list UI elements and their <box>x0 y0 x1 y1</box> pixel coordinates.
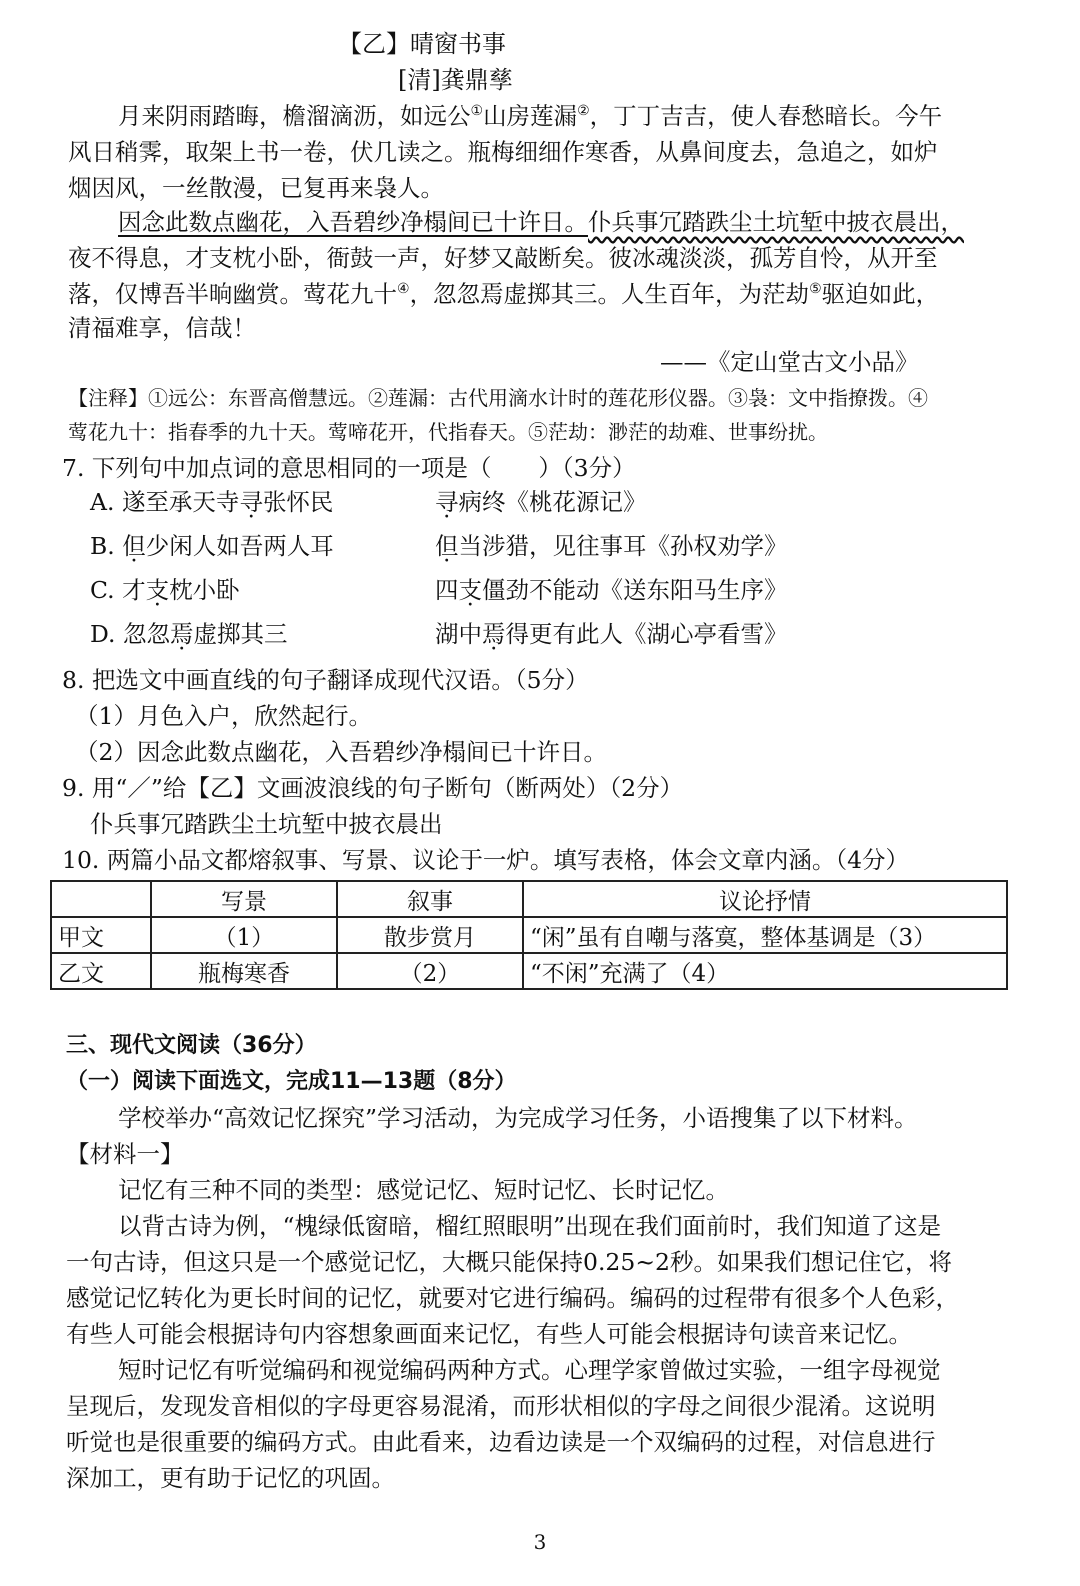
table-cell: 乙文 <box>51 953 151 989</box>
material-1-p3-line2: 呈现后，发现发音相似的字母更容易混淆，而形状相似的字母之间很少混淆。这说明 <box>66 1392 936 1420</box>
table-header-cell: 写景 <box>151 881 337 917</box>
material-1-p3-line3: 听觉也是很重要的编码方式。由此看来，边看边读是一个双编码的过程，对信息进行 <box>66 1428 936 1456</box>
notes-line2: 莺花九十：指春季的九十天。莺啼花开，代指春天。⑤茫劫：渺茫的劫难、世事纷扰。 <box>68 420 828 444</box>
q8-item2: （2）因念此数点幽花，入吾碧纱净榻间已十许日。 <box>75 738 607 766</box>
section3-intro: 学校举办“高效记忆探究”学习活动，为完成学习任务，小语搜集了以下材料。 <box>118 1104 918 1132</box>
table-row <box>51 917 1007 953</box>
table-header-row <box>51 881 1007 917</box>
material-1-p3-line1: 短时记忆有听觉编码和视觉编码两种方式。心理学家曾做过实验，一组字母视觉 <box>118 1356 941 1384</box>
table-row <box>51 953 1007 989</box>
yi-heading: 【乙】晴窗书事 <box>338 30 506 58</box>
material-1-p1: 记忆有三种不同的类型：感觉记忆、短时记忆、长时记忆。 <box>118 1176 729 1204</box>
material-1-p2-line2: 一句古诗，但这只是一个感觉记忆，大概只能保持0.25~2秒。如果我们想记住它，将 <box>66 1248 952 1276</box>
yi-p1-line3: 烟因风，一丝散漫，已复再来袅人。 <box>68 174 444 202</box>
yi-p1-line1: 月来阴雨踏晦，檐溜滴沥，如远公①山房莲漏②，丁丁吉吉，使人春愁暗长。今午 <box>118 102 943 130</box>
q7-option-b-right: 但当涉猎，见往事耳《孙权劝学》 <box>435 532 788 560</box>
q9-sentence: 仆兵事冗踏跌尘土坑堑中披衣晨出 <box>90 810 443 838</box>
material-1-p2-line3: 感觉记忆转化为更长时间的记忆，就要对它进行编码。编码的过程带有很多个人色彩， <box>66 1284 959 1312</box>
yi-p2-line1 <box>118 206 964 238</box>
q7-option-b: B. 但少闲人如吾两人耳 <box>90 532 334 560</box>
yi-p1-line2: 风日稍霁，取架上书一卷，伏几读之。瓶梅细细作寒香，从鼻间度去，急追之，如炉 <box>68 138 938 166</box>
q8-stem: 8. 把选文中画直线的句子翻译成现代汉语。（5分） <box>62 666 589 694</box>
page-number: 3 <box>533 1530 547 1554</box>
q7-option-c: C. 才支枕小卧 <box>90 576 240 604</box>
section3-title: 三、现代文阅读（36分） <box>66 1033 317 1058</box>
q7-option-a: A. 遂至承天寺寻张怀民 <box>90 488 334 516</box>
q7-option-c-right: 四支僵劲不能动《送东阳马生序》 <box>435 576 788 604</box>
table-cell: 散步赏月 <box>337 917 523 953</box>
table-header-cell <box>51 881 151 917</box>
q7-option-d: D. 忽忽焉虚掷其三 <box>90 620 288 648</box>
q8-item1: （1）月色入户，欣然起行。 <box>75 702 372 730</box>
material-1-label: 【材料一】 <box>66 1140 184 1168</box>
wavy-underlined-sentence: 仆兵事冗踏跌尘土坑堑中披衣晨出， <box>588 208 964 236</box>
table-cell: “不闲”充满了（4） <box>523 953 1007 989</box>
yi-p2-line4: 清福难享，信哉！ <box>68 314 256 342</box>
yi-p2-line2: 夜不得息，才支枕小卧，衙鼓一声，好梦又敲断矣。彼冰魂淡淡，孤芳自怜，从开至 <box>68 244 938 272</box>
table-cell: 瓶梅寒香 <box>151 953 337 989</box>
underlined-sentence: 因念此数点幽花，入吾碧纱净榻间已十许日。 <box>118 208 588 236</box>
q7-stem: 7. 下列句中加点词的意思相同的一项是（ ）（3分） <box>62 454 636 482</box>
q10-table <box>50 880 1008 990</box>
table-cell: （1） <box>151 917 337 953</box>
q7-option-d-right: 湖中焉得更有此人《湖心亭看雪》 <box>435 620 788 648</box>
q10-stem: 10. 两篇小品文都熔叙事、写景、议论于一炉。填写表格，体会文章内涵。（4分） <box>62 846 910 874</box>
material-1-p2-line1: 以背古诗为例，“槐绿低窗暗，榴红照眼明”出现在我们面前时，我们知道了这是 <box>118 1212 942 1240</box>
material-1-p3-line4: 深加工，更有助于记忆的巩固。 <box>66 1464 395 1492</box>
material-1-p2-line4: 有些人可能会根据诗句内容想象画面来记忆，有些人可能会根据诗句读音来记忆。 <box>66 1320 912 1348</box>
table-header-cell: 叙事 <box>337 881 523 917</box>
table-cell: （2） <box>337 953 523 989</box>
q9-stem: 9. 用“／”给【乙】文画波浪线的句子断句（断两处）（2分） <box>62 774 684 802</box>
table-cell: 甲文 <box>51 917 151 953</box>
notes-line1: 【注释】①远公：东晋高僧慧远。②莲漏：古代用滴水计时的莲花形仪器。③袅：文中指撩拨。④ <box>68 386 928 410</box>
yi-author: [清]龚鼎孳 <box>398 66 513 94</box>
section3-subtitle: （一）阅读下面选文，完成11—13题（8分） <box>66 1069 517 1094</box>
yi-p2-line3: 落，仅博吾半晌幽赏。莺花九十④，忽忽焉虚掷其三。人生百年，为茫劫⑤驱迫如此， <box>68 280 940 308</box>
table-cell: “闲”虽有自嘲与落寞，整体基调是（3） <box>523 917 1007 953</box>
yi-source: ——《定山堂古文小品》 <box>660 348 919 376</box>
q7-option-a-right: 寻病终《桃花源记》 <box>435 488 647 516</box>
table-header-cell: 议论抒情 <box>523 881 1007 917</box>
